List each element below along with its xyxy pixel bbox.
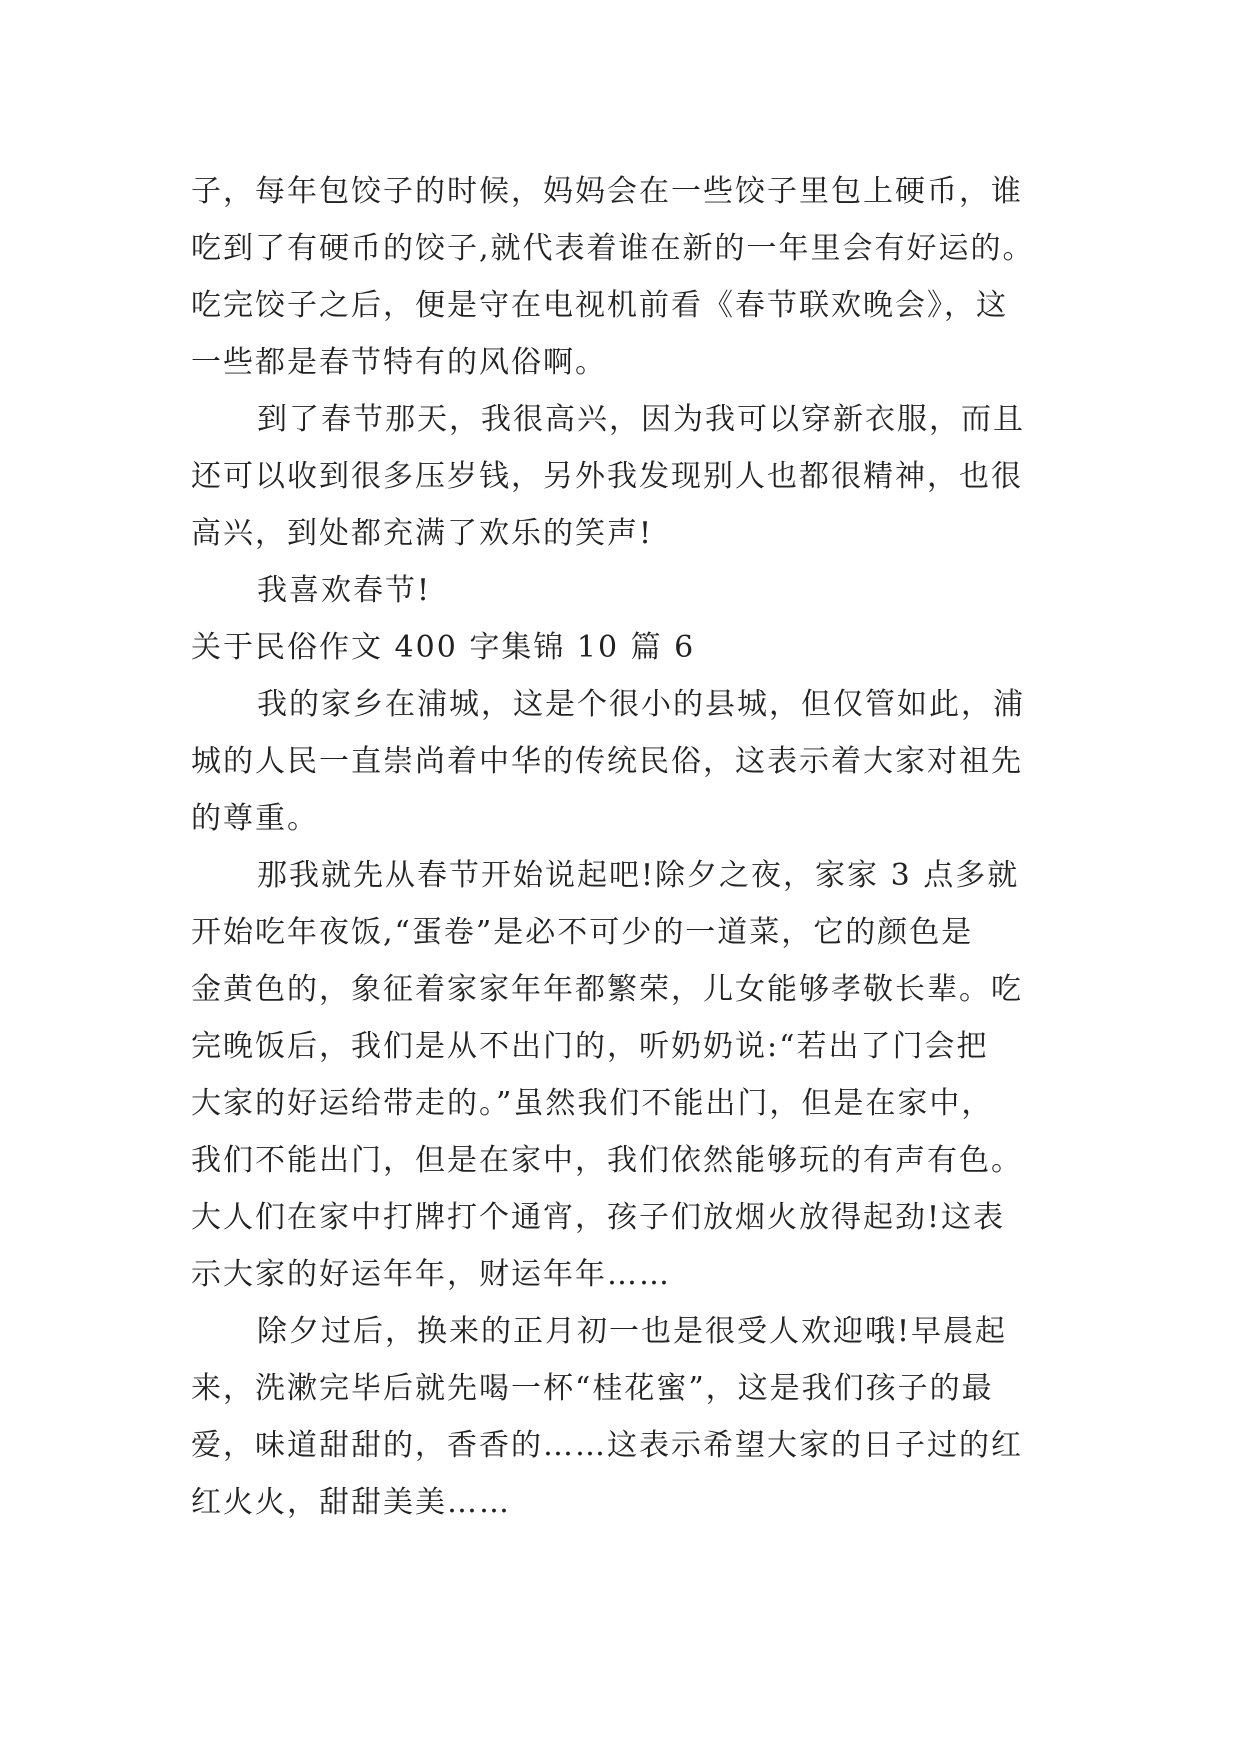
text-line: 城的人民一直崇尚着中华的传统民俗，这表示着大家对祖先 [191,744,1023,779]
text-line: 到了春节那天，我很高兴，因为我可以穿新衣服，而且 [257,402,1025,437]
text-line: 示大家的好运年年，财运年年…… [191,1257,671,1292]
section-heading: 关于民俗作文 400 字集锦 10 篇 6 [191,630,696,665]
text-line: 子，每年包饺子的时候，妈妈会在一些饺子里包上硬币，谁 [191,174,1023,209]
text-line: 一些都是春节特有的风俗啊。 [191,345,607,380]
text-line: 大家的好运给带走的。”虽然我们不能出门，但是在家中， [191,1086,994,1121]
text-line: 我喜欢春节! [257,573,432,608]
text-line: 吃完饺子之后，便是守在电视机前看《春节联欢晚会》，这 [191,288,1008,323]
text-line: 开始吃年夜饭,“蛋卷”是必不可少的一道菜，它的颜色是 [191,915,974,950]
text-line: 我的家乡在浦城，这是个很小的县城，但仅管如此，浦 [257,687,1025,722]
text-line: 高兴，到处都充满了欢乐的笑声! [191,516,654,551]
text-line: 来，洗漱完毕后就先喝一杯“桂花蜜”，这是我们孩子的最 [191,1371,994,1406]
text-line: 除夕过后，换来的正月初一也是很受人欢迎哦!早晨起 [257,1314,1008,1349]
text-line: 完晚饭后，我们是从不出门的，听奶奶说:“若出了门会把 [191,1029,989,1064]
text-line: 还可以收到很多压岁钱，另外我发现别人也都很精神，也很 [191,459,1023,494]
text-line: 的尊重。 [191,801,319,836]
text-line: 吃到了有硬币的饺子,就代表着谁在新的一年里会有好运的。 [191,231,1035,266]
text-line: 金黄色的，象征着家家年年都繁荣，儿女能够孝敬长辈。吃 [191,972,1023,1007]
text-line: 爱，味道甜甜的，香香的……这表示希望大家的日子过的红 [191,1428,1023,1463]
document-body [191,163,1091,1531]
text-line: 我们不能出门，但是在家中，我们依然能够玩的有声有色。 [191,1143,1023,1178]
text-line: 大人们在家中打牌打个通宵，孩子们放烟火放得起劲!这表 [191,1200,1006,1235]
text-line: 红火火，甜甜美美…… [191,1485,511,1520]
text-line: 那我就先从春节开始说起吧!除夕之夜，家家 3 点多就 [257,858,1020,893]
